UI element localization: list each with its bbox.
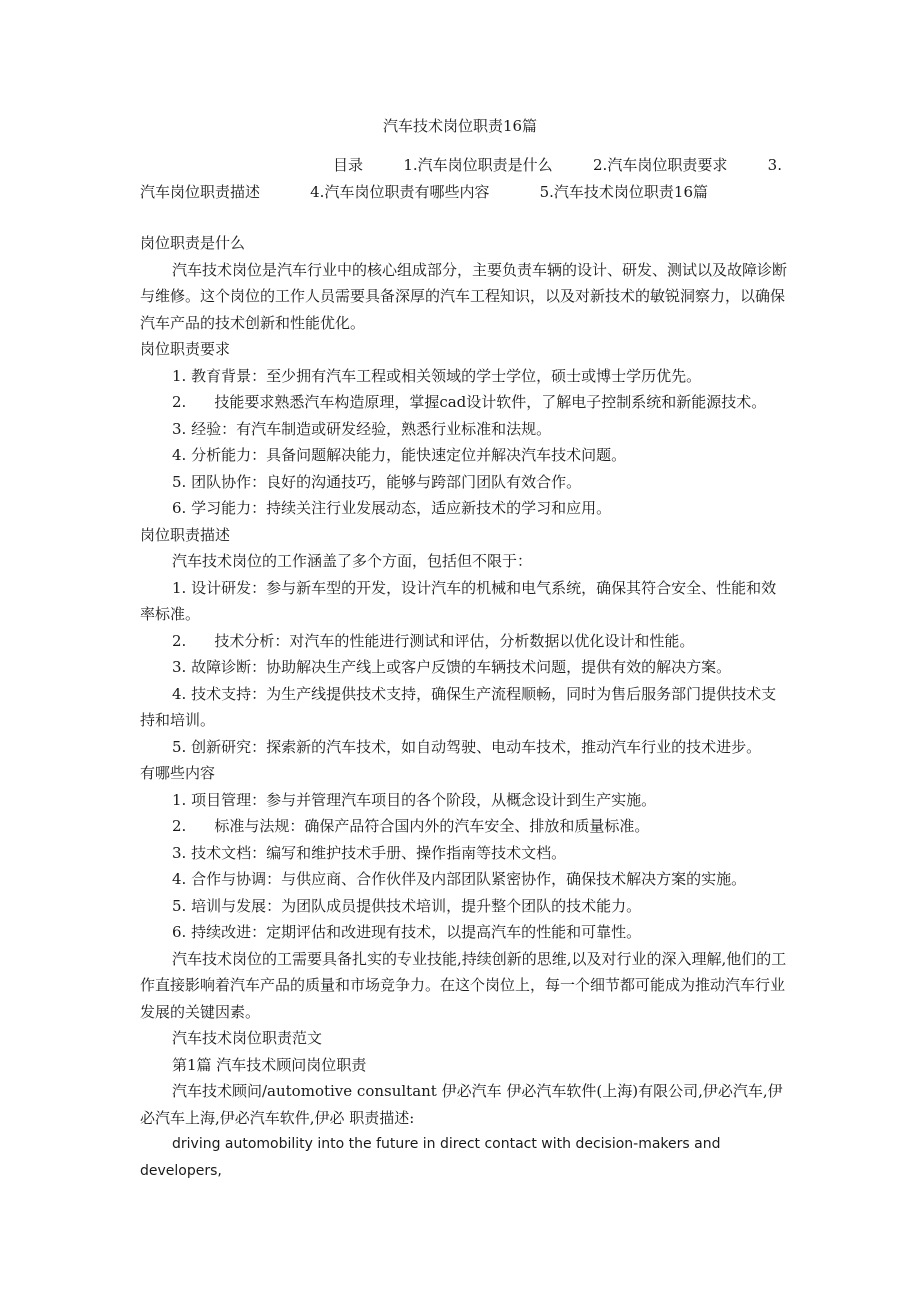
paragraph-what: 汽车技术岗位是汽车行业中的核心组成部分，主要负责车辆的设计、研发、测试以及故障诊断与维修。这个岗位的工作人员需要具备深厚的汽车工程知识，以及对新技术的敏锐洞察力，以确保汽车产品的技术创新和性能优化。 xyxy=(140,260,788,332)
document-title: 汽车技术岗位职责16篇 xyxy=(382,117,538,135)
list-item: 5. 创新研究：探索新的汽车技术，如自动驾驶、电动车技术，推动汽车行业的技术进步。 xyxy=(172,737,762,756)
section-heading-sample: 汽车技术岗位职责范文 xyxy=(172,1029,323,1047)
list-item: 2. 技能要求熟悉汽车构造原理，掌握cad设计软件，了解电子控制系统和新能源技术。 xyxy=(172,393,767,411)
list-item: 3. 经验：有汽车制造或研发经验，熟悉行业标准和法规。 xyxy=(172,419,552,438)
list-item: 4. 合作与协调：与供应商、合作伙伴及内部团队紧密协作，确保技术解决方案的实施。 xyxy=(172,870,747,888)
list-item: 2. 技术分析：对汽车的性能进行测试和评估，分析数据以优化设计和性能。 xyxy=(172,631,695,650)
list-item: 1. 教育背景：至少拥有汽车工程或相关领域的学士学位，硕士或博士学历优先。 xyxy=(172,366,702,385)
toc-item-5[interactable]: 5.汽车技术岗位职责16篇 xyxy=(539,183,708,201)
toc-item-3-number[interactable]: 3. xyxy=(767,156,782,174)
paragraph-description-intro: 汽车技术岗位的工作涵盖了多个方面，包括但不限于： xyxy=(172,552,533,570)
list-item: 2. 标准与法规：确保产品符合国内外的汽车安全、排放和质量标准。 xyxy=(172,817,650,835)
section-heading-what: 岗位职责是什么 xyxy=(140,234,246,252)
toc-item-2[interactable]: 2.汽车岗位职责要求 xyxy=(593,156,728,174)
list-item: 5. 培训与发展：为团队成员提供技术培训，提升整个团队的技术能力。 xyxy=(172,896,642,915)
table-of-contents xyxy=(140,152,782,206)
paragraph-english: driving automobility into the future in direct contact with decision-makers and developers, xyxy=(140,1136,721,1179)
list-item: 1. 项目管理：参与并管理汽车项目的各个阶段，从概念设计到生产实施。 xyxy=(172,790,657,809)
paragraph-closing: 汽车技术岗位的工需要具备扎实的专业技能,持续创新的思维,以及对行业的深入理解,他们的工作直接影响着汽车产品的质量和市场竞争力。在这个岗位上，每一个细节都可能成为推动汽车行业发展的关键因素。 xyxy=(140,949,787,1021)
section-heading-contents: 有哪些内容 xyxy=(140,764,216,782)
list-item: 6. 持续改进：定期评估和改进现有技术，以提高汽车的性能和可靠性。 xyxy=(172,923,642,941)
article-title: 第1篇 汽车技术顾问岗位职责 xyxy=(172,1055,367,1074)
toc-item-1[interactable]: 1.汽车岗位职责是什么 xyxy=(403,156,553,174)
toc-line-2 xyxy=(140,179,708,206)
document-body xyxy=(140,230,790,1184)
list-item: 6. 学习能力：持续关注行业发展动态，适应新技术的学习和应用。 xyxy=(172,499,612,517)
section-heading-requirements: 岗位职责要求 xyxy=(140,340,231,358)
list-item: 4. 分析能力：具备问题解决能力，能快速定位并解决汽车技术问题。 xyxy=(172,446,627,464)
list-item: 5. 团队协作：良好的沟通技巧，能够与跨部门团队有效合作。 xyxy=(172,472,582,491)
toc-item-3-text[interactable]: 汽车岗位职责描述 xyxy=(140,183,261,201)
list-item: 1. 设计研发：参与新车型的开发，设计汽车的机械和电气系统，确保其符合安全、性能和效率标准。 xyxy=(140,578,777,623)
paragraph-article: 汽车技术顾问/automotive consultant 伊必汽车 伊必汽车软件(上海)有限公司,伊必汽车,伊必汽车上海,伊必汽车软件,伊必 职责描述: xyxy=(140,1082,783,1127)
section-heading-description: 岗位职责描述 xyxy=(140,525,231,544)
toc-label: 目录 xyxy=(333,156,364,174)
toc-line-1 xyxy=(140,152,782,179)
list-item: 3. 故障诊断：协助解决生产线上或客户反馈的车辆技术问题，提供有效的解决方案。 xyxy=(172,658,732,676)
toc-item-4[interactable]: 4.汽车岗位职责有哪些内容 xyxy=(310,183,490,201)
list-item: 3. 技术文档：编写和维护技术手册、操作指南等技术文档。 xyxy=(172,843,567,862)
list-item: 4. 技术支持：为生产线提供技术支持，确保生产流程顺畅，同时为售后服务部门提供技术支持和培训。 xyxy=(140,684,777,729)
